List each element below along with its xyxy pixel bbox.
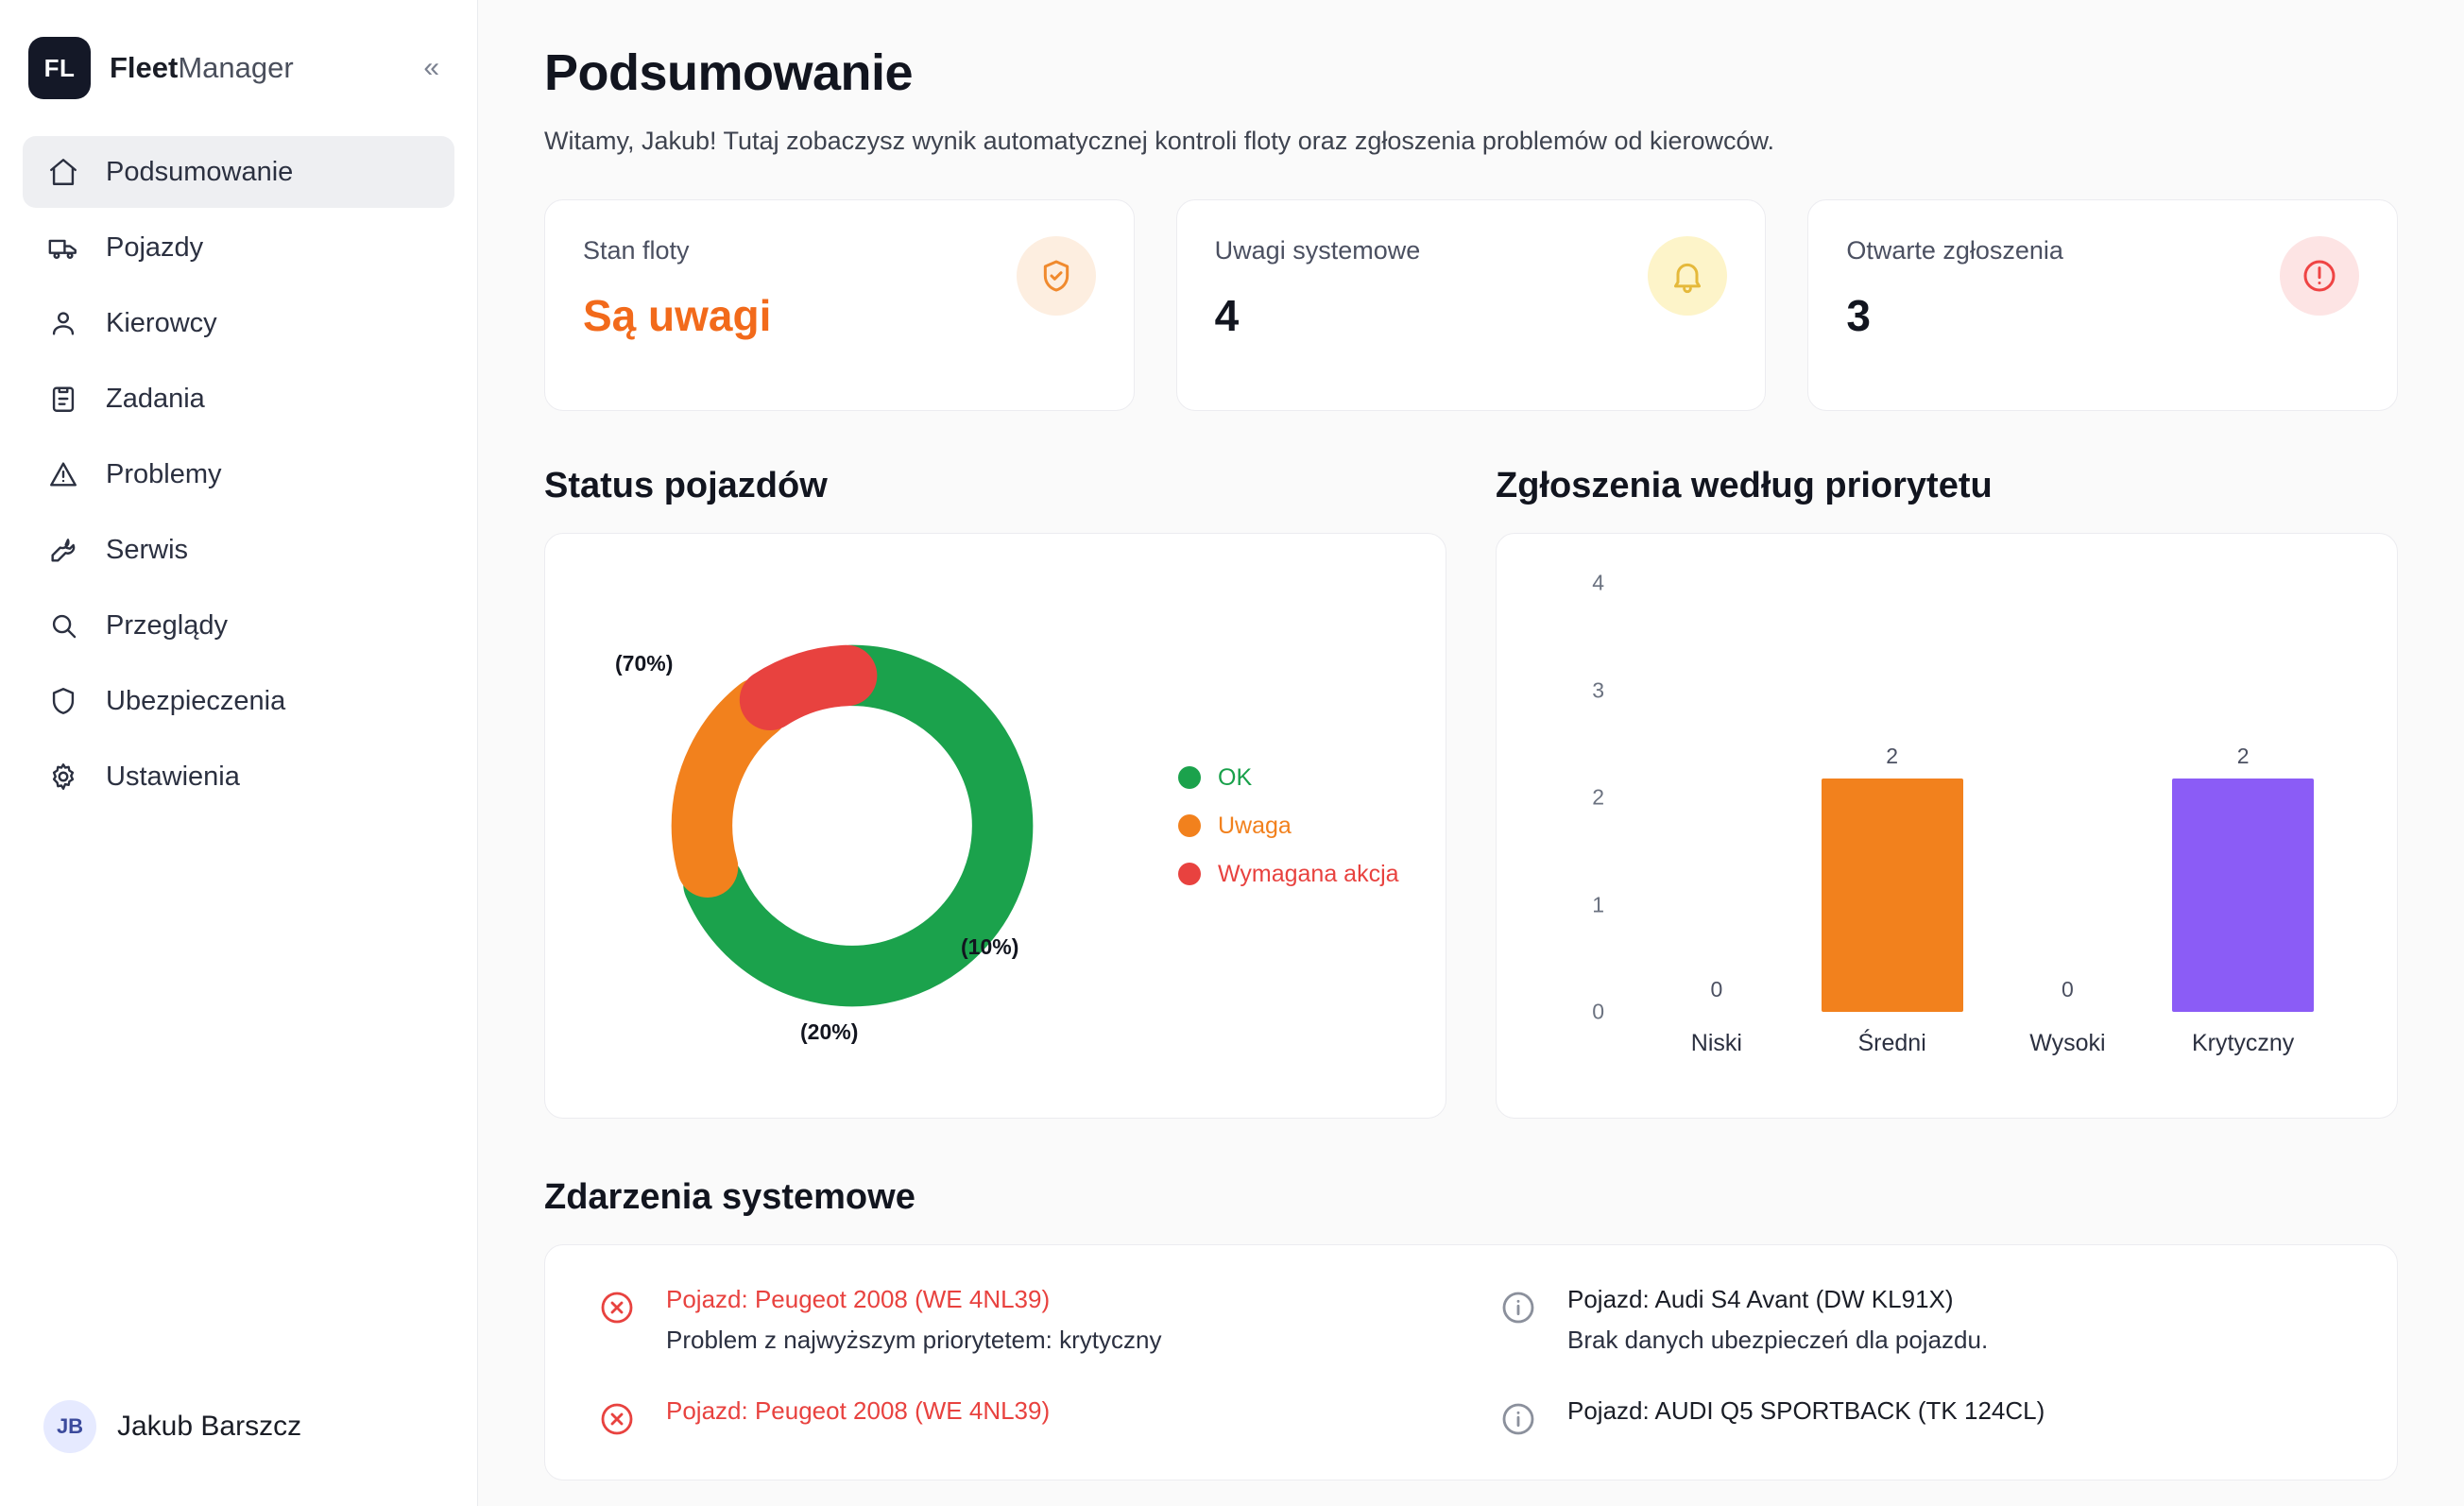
list-item[interactable] bbox=[1499, 1396, 2344, 1438]
donut-label-ok: (70%) bbox=[615, 651, 674, 676]
sidebar-item-problemy[interactable] bbox=[23, 438, 454, 510]
kpi-card-otwarte-zgloszenia bbox=[1807, 199, 2398, 411]
brand-name-bold: Fleet bbox=[110, 51, 179, 84]
error-circle-icon bbox=[598, 1289, 636, 1326]
sidebar-item-podsumowanie[interactable] bbox=[23, 136, 454, 208]
bar bbox=[2172, 779, 2314, 1012]
sidebar-item-label: Ubezpieczenia bbox=[106, 685, 286, 716]
legend-dot bbox=[1178, 814, 1201, 837]
kpi-value: 4 bbox=[1214, 291, 1240, 340]
bar-value: 0 bbox=[1710, 977, 1723, 1001]
sidebar-user[interactable] bbox=[0, 1400, 477, 1506]
donut-label-akcja: (10%) bbox=[961, 934, 1019, 959]
sidebar bbox=[0, 0, 478, 1506]
events-section bbox=[544, 1177, 2398, 1480]
sidebar-item-label: Kierowcy bbox=[106, 307, 217, 338]
warning-triangle-icon bbox=[45, 456, 81, 492]
wrench-icon bbox=[45, 532, 81, 568]
y-tick: 3 bbox=[1592, 677, 1604, 702]
kpi-row bbox=[544, 199, 2398, 411]
avatar: JB bbox=[43, 1400, 96, 1453]
sidebar-nav bbox=[0, 136, 477, 813]
app-logo bbox=[28, 37, 91, 99]
user-icon bbox=[45, 305, 81, 341]
legend-item-wymagana-akcja bbox=[1178, 861, 1399, 888]
kpi-label: Uwagi systemowe bbox=[1214, 236, 1421, 265]
list-item[interactable] bbox=[598, 1285, 1443, 1355]
user-name: Jakub Barszcz bbox=[117, 1411, 302, 1442]
bar-column-niski bbox=[1646, 583, 1788, 1056]
y-tick: 0 bbox=[1592, 999, 1604, 1024]
sidebar-item-serwis[interactable] bbox=[23, 514, 454, 586]
kpi-card-uwagi-systemowe bbox=[1176, 199, 1767, 411]
legend-label: Uwaga bbox=[1218, 812, 1292, 839]
shield-icon bbox=[45, 683, 81, 719]
event-title: Pojazd: Peugeot 2008 (WE 4NL39) bbox=[666, 1285, 1051, 1313]
event-title: Pojazd: AUDI Q5 SPORTBACK (TK 124CL) bbox=[1567, 1396, 2045, 1425]
list-item[interactable] bbox=[598, 1396, 1443, 1438]
page-subtitle: Witamy, Jakub! Tutaj zobaczysz wynik automatycznej kontroli floty oraz zgłoszenia problemów od kierowców. bbox=[544, 127, 1775, 155]
y-tick: 1 bbox=[1592, 892, 1604, 916]
sidebar-item-label: Problemy bbox=[106, 458, 222, 489]
bar-value: 2 bbox=[1886, 744, 1899, 768]
priority-chart-card bbox=[1496, 533, 2398, 1119]
sidebar-item-label: Serwis bbox=[106, 534, 189, 565]
sidebar-item-przeglady[interactable] bbox=[23, 590, 454, 661]
kpi-label: Stan floty bbox=[583, 236, 690, 265]
sidebar-item-label: Podsumowanie bbox=[106, 156, 294, 187]
kpi-card-stan-floty bbox=[544, 199, 1135, 411]
truck-icon bbox=[45, 230, 81, 265]
sidebar-item-ubezpieczenia[interactable] bbox=[23, 665, 454, 737]
gear-icon bbox=[45, 759, 81, 795]
bar-category-label: Krytyczny bbox=[2191, 1030, 2295, 1056]
events-column-left bbox=[598, 1285, 1443, 1461]
section-title-status: Status pojazdów bbox=[544, 466, 828, 505]
event-desc: Brak danych ubezpieczeń dla pojazdu. bbox=[1567, 1326, 1989, 1354]
home-icon bbox=[45, 154, 81, 190]
sidebar-item-label: Pojazdy bbox=[106, 231, 204, 263]
event-title: Pojazd: Peugeot 2008 (WE 4NL39) bbox=[666, 1396, 1051, 1425]
shield-check-icon bbox=[1017, 236, 1096, 316]
kpi-label: Otwarte zgłoszenia bbox=[1846, 236, 2063, 265]
donut-chart bbox=[615, 623, 1055, 1044]
sidebar-item-ustawienia[interactable] bbox=[23, 741, 454, 813]
bar-chart-bars bbox=[1629, 583, 2331, 1056]
bar-chart-y-axis bbox=[1553, 570, 1619, 1024]
kpi-value: 3 bbox=[1846, 291, 1871, 340]
bar-value: 2 bbox=[2236, 744, 2250, 768]
events-card bbox=[544, 1244, 2398, 1480]
bell-icon bbox=[1648, 236, 1727, 316]
sidebar-item-pojazdy[interactable] bbox=[23, 212, 454, 283]
legend-item-uwaga bbox=[1178, 813, 1399, 840]
event-title: Pojazd: Audi S4 Avant (DW KL91X) bbox=[1567, 1285, 1954, 1313]
kpi-value: Są uwagi bbox=[583, 291, 772, 340]
brand-name-rest: Manager bbox=[178, 51, 294, 84]
y-tick: 2 bbox=[1592, 784, 1604, 810]
brand bbox=[0, 0, 477, 104]
section-title-events: Zdarzenia systemowe bbox=[544, 1177, 915, 1217]
charts-row bbox=[544, 466, 2398, 1119]
legend-dot bbox=[1178, 766, 1201, 789]
bar-column-wysoki bbox=[1996, 583, 2138, 1056]
sidebar-item-label: Ustawienia bbox=[106, 761, 240, 792]
y-tick: 4 bbox=[1592, 570, 1604, 595]
alert-circle-icon bbox=[2280, 236, 2359, 316]
bar-category-label: Niski bbox=[1690, 1030, 1742, 1056]
logo-letters: FL bbox=[43, 53, 76, 82]
legend-label: Wymagana akcja bbox=[1218, 860, 1399, 887]
bar-column-krytyczny bbox=[2172, 583, 2314, 1056]
chevron-double-left-icon[interactable]: « bbox=[423, 52, 439, 83]
sidebar-item-label: Przeglądy bbox=[106, 609, 228, 641]
event-desc: Problem z najwyższym priorytetem: krytyczny bbox=[666, 1326, 1162, 1354]
legend-item-ok bbox=[1178, 764, 1399, 792]
main-content bbox=[478, 0, 2464, 1506]
error-circle-icon bbox=[598, 1400, 636, 1438]
bar-value: 0 bbox=[2061, 977, 2074, 1001]
section-title-priority: Zgłoszenia według priorytetu bbox=[1496, 466, 1993, 505]
legend-dot bbox=[1178, 863, 1201, 885]
priority-section bbox=[1496, 466, 2398, 1119]
donut-svg bbox=[649, 623, 1055, 1029]
page-title: Podsumowanie bbox=[544, 44, 914, 101]
clipboard-icon bbox=[45, 381, 81, 417]
bar-category-label: Średni bbox=[1857, 1030, 1926, 1056]
bar bbox=[1822, 779, 1963, 1012]
sidebar-item-label: Zadania bbox=[106, 383, 205, 414]
donut-legend bbox=[1178, 764, 1399, 888]
sidebar-item-zadania[interactable] bbox=[23, 363, 454, 435]
info-circle-icon bbox=[1499, 1400, 1537, 1438]
search-icon bbox=[45, 608, 81, 643]
list-item[interactable] bbox=[1499, 1285, 2344, 1355]
brand-name bbox=[110, 51, 294, 85]
donut-label-uwaga: (20%) bbox=[800, 1019, 859, 1044]
vehicle-status-section bbox=[544, 466, 1446, 1119]
bar-column-sredni bbox=[1822, 583, 1963, 1056]
vehicle-status-chart-card bbox=[544, 533, 1446, 1119]
bar-category-label: Wysoki bbox=[2029, 1030, 2106, 1056]
info-circle-icon bbox=[1499, 1289, 1537, 1326]
events-column-right bbox=[1499, 1285, 2344, 1461]
sidebar-item-kierowcy[interactable] bbox=[23, 287, 454, 359]
legend-label: OK bbox=[1218, 763, 1253, 791]
